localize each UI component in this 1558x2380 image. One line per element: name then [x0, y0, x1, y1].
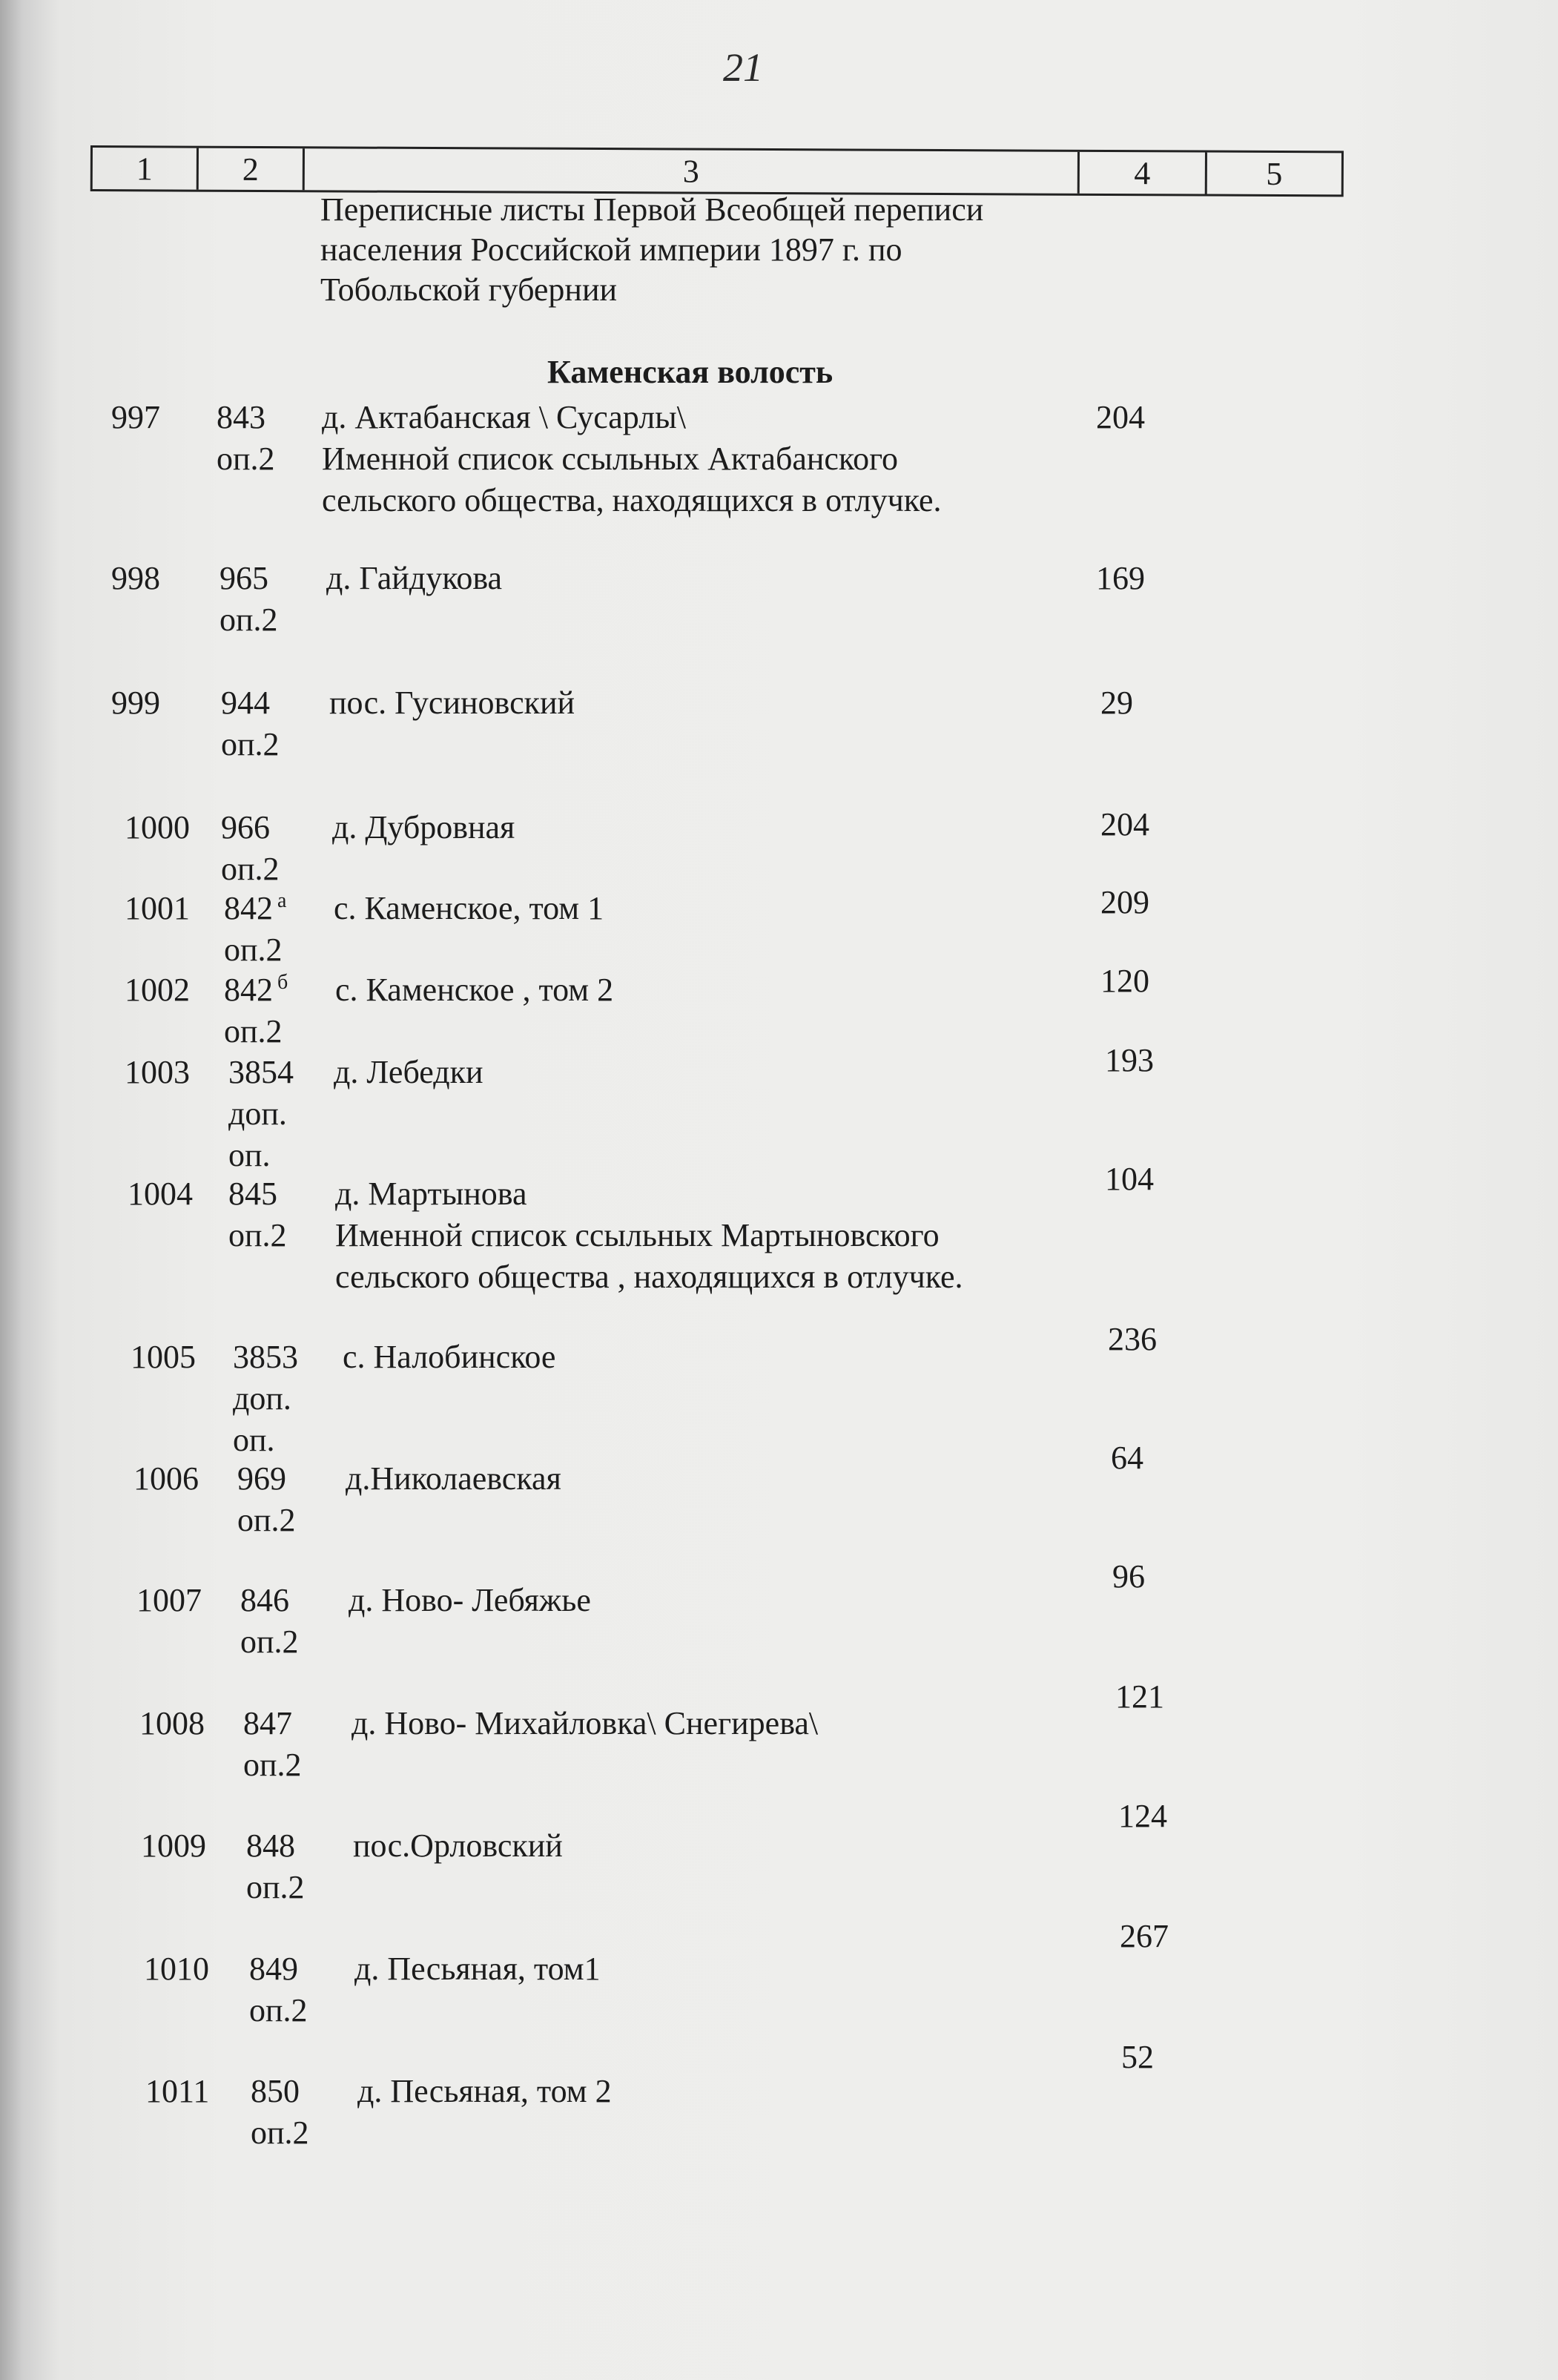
row-sheet-count: 121 — [1115, 1678, 1164, 1715]
description-line: д. Лебедки — [334, 1054, 483, 1090]
row-sheet-count: 120 — [1100, 963, 1149, 999]
fond-line: доп. — [228, 1095, 287, 1132]
fond-line: оп.2 — [249, 1992, 308, 2028]
description-line: сельского общества , находящихся в отлучке. — [335, 1259, 963, 1295]
section-heading: Каменская волость — [547, 354, 834, 390]
row-fond — [224, 888, 286, 971]
row-fond — [237, 1458, 296, 1541]
row-number: 1004 — [128, 1176, 193, 1212]
row-description — [332, 807, 515, 848]
fond-line: оп.2 — [237, 1502, 296, 1538]
fond-line: 842 $^а$ — [224, 889, 287, 926]
description-line: д. Песьяная, том1 — [354, 1951, 601, 1987]
fond-line: 969 — [237, 1460, 286, 1497]
row-number: 1006 — [133, 1460, 199, 1497]
fond-line: 849 — [249, 1951, 298, 1987]
row-sheet-count: 96 — [1112, 1558, 1145, 1595]
row-number: 1011 — [145, 2073, 210, 2109]
row-sheet-count: 29 — [1100, 685, 1133, 721]
fond-line: 966 — [221, 809, 270, 845]
row-number: 1000 — [125, 809, 190, 845]
description-line: пос.Орловский — [353, 1827, 563, 1864]
fond-line: оп.2 — [221, 851, 280, 887]
row-fond — [240, 1580, 299, 1663]
fond-line: оп.2 — [243, 1747, 302, 1783]
row-description — [326, 558, 502, 599]
row-fond — [233, 1336, 298, 1461]
description-line: с. Каменское , том 2 — [335, 972, 614, 1008]
row-description — [329, 682, 575, 724]
fond-line: 846 — [240, 1582, 289, 1618]
fond-superscript: б — [277, 971, 288, 995]
row-number: 1007 — [136, 1582, 202, 1618]
fond-line: 965 — [219, 560, 268, 596]
row-sheet-count: 193 — [1105, 1042, 1154, 1078]
row-fond — [251, 2071, 309, 2154]
row-description — [357, 2071, 612, 2112]
fond-line: оп.2 — [228, 1217, 287, 1253]
description-line: д. Песьяная, том 2 — [357, 2073, 612, 2109]
row-description — [349, 1580, 591, 1621]
fond-line: оп. — [233, 1422, 275, 1458]
title-line: Тобольской губернии — [320, 271, 618, 308]
column-header-2: 2 — [199, 148, 305, 191]
row-number: 998 — [111, 560, 160, 596]
description-line: с. Налобинское — [343, 1339, 556, 1375]
row-number: 1010 — [144, 1951, 209, 1987]
description-line: Именной список ссыльных Мартыновского — [335, 1217, 940, 1253]
row-fond — [224, 969, 288, 1052]
row-sheet-count: 64 — [1111, 1440, 1143, 1476]
row-description — [334, 1052, 483, 1093]
column-header-4: 4 — [1080, 152, 1207, 194]
row-description — [335, 969, 613, 1011]
fond-line: 944 — [221, 685, 270, 721]
fond-line: оп.2 — [224, 932, 283, 968]
row-number: 1009 — [141, 1827, 206, 1864]
row-sheet-count: 104 — [1105, 1161, 1154, 1197]
title-line: Переписные листы Первой Всеобщей переписи — [320, 191, 984, 228]
row-fond — [219, 558, 278, 641]
row-fond — [243, 1703, 302, 1786]
document-title — [320, 190, 983, 310]
fond-line: оп.2 — [251, 2114, 309, 2151]
row-number: 1001 — [125, 890, 190, 926]
row-fond — [217, 397, 275, 480]
row-description — [351, 1703, 818, 1744]
row-number: 1008 — [139, 1705, 205, 1741]
column-header-5: 5 — [1266, 155, 1283, 192]
description-line: д. Ново- Михайловка\ Снегирева\ — [351, 1705, 819, 1741]
row-description — [334, 888, 604, 929]
description-line: д. Гайдукова — [326, 560, 503, 596]
row-sheet-count: 204 — [1100, 806, 1149, 843]
fond-line: оп.2 — [246, 1869, 305, 1905]
title-line: населения Российской империи 1897 г. по — [320, 231, 902, 268]
row-sheet-count: 204 — [1096, 399, 1145, 435]
row-description — [354, 1948, 601, 1990]
fond-line: оп.2 — [217, 441, 275, 477]
row-sheet-count: 52 — [1121, 2039, 1154, 2075]
fond-line: 845 — [228, 1176, 277, 1212]
row-number: 1003 — [125, 1054, 190, 1090]
row-fond — [228, 1173, 287, 1256]
fond-line: 850 — [251, 2073, 300, 2109]
row-description — [343, 1336, 555, 1378]
row-sheet-count: 209 — [1100, 884, 1149, 920]
row-sheet-count: 169 — [1096, 560, 1145, 596]
row-description — [353, 1825, 563, 1867]
fond-line: доп. — [233, 1380, 291, 1417]
row-number: 1005 — [131, 1339, 196, 1375]
fond-superscript: а — [277, 889, 287, 913]
description-line: д. Мартынова — [335, 1176, 527, 1212]
fond-line: оп. — [228, 1137, 271, 1173]
fond-line: оп.2 — [221, 726, 280, 762]
row-fond — [249, 1948, 308, 2031]
fond-line: 3853 — [233, 1339, 298, 1375]
row-sheet-count: 124 — [1118, 1798, 1167, 1834]
page-number: 21 — [723, 45, 763, 90]
description-line: пос. Гусиновский — [329, 685, 575, 721]
description-line: с. Каменское, том 1 — [334, 890, 604, 926]
description-line: д. Дубровная — [332, 809, 515, 845]
fond-line: 842 $^б$ — [224, 971, 288, 1008]
row-description — [346, 1458, 561, 1500]
row-description — [335, 1173, 963, 1298]
row-number: 999 — [111, 685, 160, 721]
description-line: д. Ново- Лебяжье — [349, 1582, 591, 1618]
column-header-3: 3 — [305, 148, 1080, 194]
description-line: д. Актабанская \ Сусарлы\ — [322, 399, 686, 435]
row-number: 1002 — [125, 972, 190, 1008]
fond-line: оп.2 — [240, 1624, 299, 1660]
row-description — [322, 397, 942, 521]
row-sheet-count: 236 — [1108, 1321, 1157, 1357]
description-line: сельского общества, находящихся в отлучке. — [322, 482, 942, 518]
row-sheet-count: 267 — [1120, 1918, 1169, 1954]
fond-line: 843 — [217, 399, 265, 435]
row-fond — [221, 807, 280, 890]
description-line: Именной список ссыльных Актабанского — [322, 441, 899, 477]
fond-line: 847 — [243, 1705, 292, 1741]
row-number: 997 — [111, 399, 160, 435]
fond-line: оп.2 — [219, 601, 278, 638]
fond-line: 3854 — [228, 1054, 294, 1090]
description-line: д.Николаевская — [346, 1460, 561, 1497]
fond-line: оп.2 — [224, 1013, 283, 1049]
row-fond — [246, 1825, 305, 1908]
row-fond — [221, 682, 280, 765]
fond-line: 848 — [246, 1827, 295, 1864]
column-header-table — [90, 145, 1344, 197]
column-header-1: 1 — [93, 148, 199, 190]
row-fond — [228, 1052, 294, 1176]
